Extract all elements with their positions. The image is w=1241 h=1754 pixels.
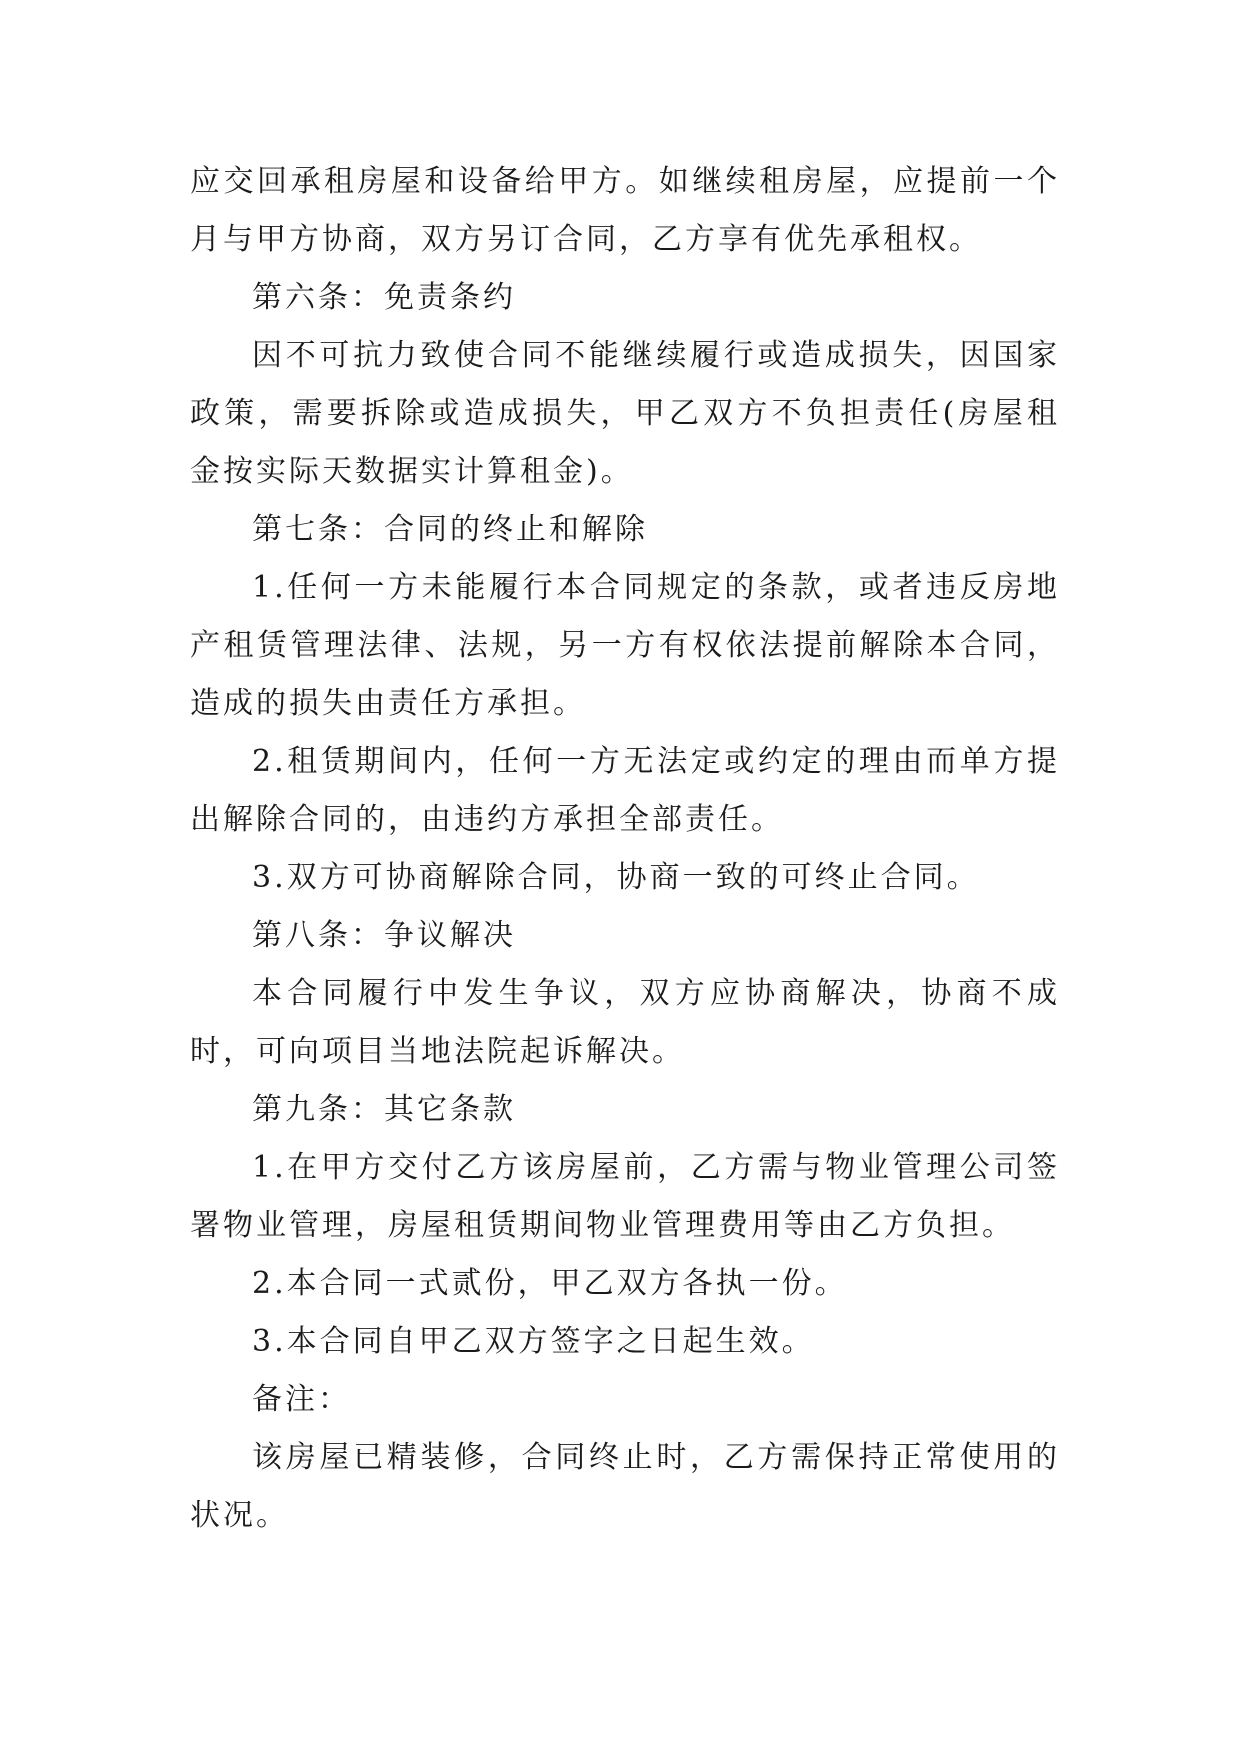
paragraph-dispute: 本合同履行中发生争议，双方应协商解决，协商不成时，可向项目当地法院起诉解决。: [190, 976, 1060, 1069]
heading-article-9: 第九条：其它条款: [252, 1092, 516, 1127]
heading-article-6: 第六条：免责条约: [252, 280, 516, 315]
clause-7-1: 1.任何一方未能履行本合同规定的条款，或者违反房地产租赁管理法律、法规，另一方有权依法提前解除本合同，造成的损失由责任方承担。: [190, 570, 1060, 721]
paragraph-force-majeure: 因不可抗力致使合同不能继续履行或造成损失，因国家政策，需要拆除或造成损失，甲乙双方不负担责任(房屋租金按实际天数据实计算租金)。: [190, 338, 1060, 489]
clause-7-2: 2.租赁期间内，任何一方无法定或约定的理由而单方提出解除合同的，由违约方承担全部责任。: [190, 744, 1060, 837]
heading-article-8: 第八条：争议解决: [252, 918, 516, 953]
document-page: [190, 153, 1060, 1545]
clause-9-1: 1.在甲方交付乙方该房屋前，乙方需与物业管理公司签署物业管理，房屋租赁期间物业管理费用等由乙方负担。: [190, 1150, 1060, 1243]
heading-article-7: 第七条：合同的终止和解除: [252, 512, 648, 547]
clause-9-2: 2.本合同一式贰份，甲乙双方各执一份。: [252, 1266, 848, 1301]
paragraph-remarks: 该房屋已精装修，合同终止时，乙方需保持正常使用的状况。: [190, 1440, 1060, 1533]
heading-remarks: 备注：: [252, 1382, 351, 1417]
clause-9-3: 3.本合同自甲乙双方签字之日起生效。: [252, 1324, 815, 1359]
clause-7-3: 3.双方可协商解除合同，协商一致的可终止合同。: [252, 860, 980, 895]
paragraph-continuation: 应交回承租房屋和设备给甲方。如继续租房屋，应提前一个月与甲方协商，双方另订合同，乙方享有优先承租权。: [190, 164, 1060, 257]
